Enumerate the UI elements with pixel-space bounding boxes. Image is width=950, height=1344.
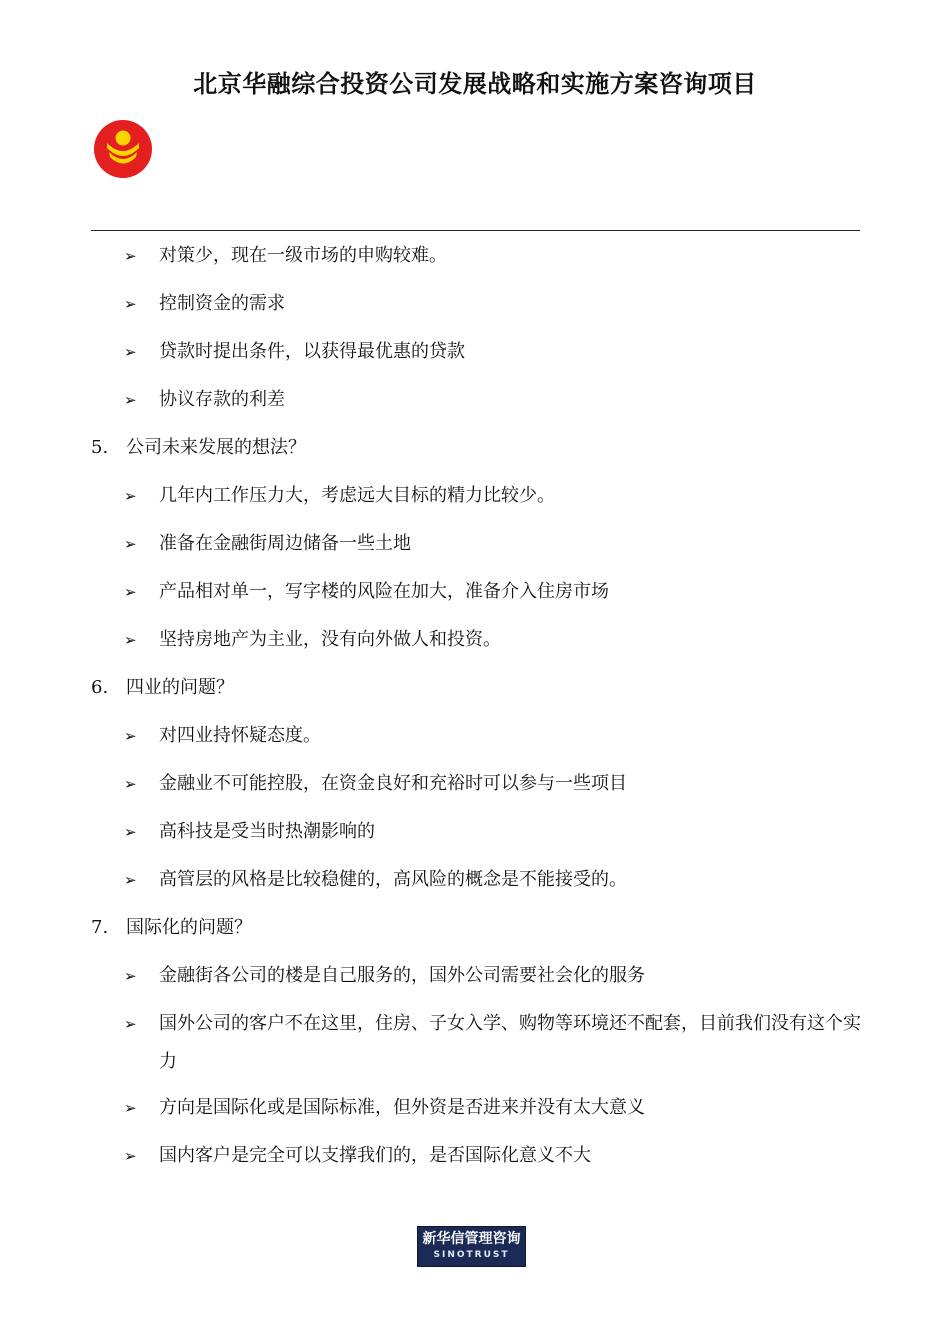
page-title: 北京华融综合投资公司发展战略和实施方案咨询项目 xyxy=(193,70,757,98)
list-item: 方向是国际化或是国际标准，但外资是否进来并没有太大意义 xyxy=(159,1097,645,1118)
section-heading: 公司未来发展的想法？ xyxy=(126,437,306,458)
list-item: 金融业不可能控股，在资金良好和充裕时可以参与一些项目 xyxy=(159,773,627,794)
section-number: 5. xyxy=(91,437,109,458)
bullet-arrow-icon: ➢ xyxy=(124,631,137,649)
logo-sun-dot xyxy=(116,131,131,146)
bullet-arrow-icon: ➢ xyxy=(124,343,137,361)
list-item: 高科技是受当时热潮影响的 xyxy=(159,821,375,842)
section-number: 6. xyxy=(91,677,109,698)
list-item: 对四业持怀疑态度。 xyxy=(159,725,321,746)
header-divider xyxy=(91,230,860,231)
list-item: 金融街各公司的楼是自己服务的，国外公司需要社会化的服务 xyxy=(159,965,645,986)
bullet-arrow-icon: ➢ xyxy=(124,295,137,313)
section-heading: 四业的问题？ xyxy=(126,677,234,698)
section-heading: 国际化的问题？ xyxy=(126,917,252,938)
list-item: 高管层的风格是比较稳健的，高风险的概念是不能接受的。 xyxy=(159,869,627,890)
list-item: 协议存款的利差 xyxy=(159,389,285,410)
bullet-arrow-icon: ➢ xyxy=(124,1015,137,1033)
bullet-arrow-icon: ➢ xyxy=(124,247,137,265)
bullet-arrow-icon: ➢ xyxy=(124,391,137,409)
bullet-arrow-icon: ➢ xyxy=(124,775,137,793)
bullet-arrow-icon: ➢ xyxy=(124,823,137,841)
list-item: 准备在金融街周边储备一些土地 xyxy=(159,533,411,554)
bullet-arrow-icon: ➢ xyxy=(124,583,137,601)
bullet-arrow-icon: ➢ xyxy=(124,871,137,889)
bullet-arrow-icon: ➢ xyxy=(124,967,137,985)
list-item: 国外公司的客户不在这里，住房、子女入学、购物等环境还不配套，目前我们没有这个实力 xyxy=(159,1013,861,1072)
sinotrust-logo xyxy=(417,1226,526,1267)
list-item: 产品相对单一，写字楼的风险在加大，准备介入住房市场 xyxy=(159,581,609,602)
bullet-arrow-icon: ➢ xyxy=(124,727,137,745)
bullet-arrow-icon: ➢ xyxy=(124,535,137,553)
bullet-arrow-icon: ➢ xyxy=(124,1147,137,1165)
brand-cn: 新华信管理咨询 xyxy=(422,1231,521,1247)
list-item: 几年内工作压力大，考虑远大目标的精力比较少。 xyxy=(159,485,555,506)
list-item: 坚持房地产为主业，没有向外做人和投资。 xyxy=(159,629,501,650)
list-item: 对策少，现在一级市场的申购较难。 xyxy=(159,245,447,266)
section-number: 7. xyxy=(91,917,109,938)
list-item: 国内客户是完全可以支撑我们的，是否国际化意义不大 xyxy=(159,1145,591,1166)
bullet-arrow-icon: ➢ xyxy=(124,487,137,505)
list-item: 控制资金的需求 xyxy=(159,293,285,314)
brand-en: SINOTRUST xyxy=(433,1250,510,1260)
logo-outer-circle xyxy=(94,120,152,178)
list-item: 贷款时提出条件，以获得最优惠的贷款 xyxy=(159,341,465,362)
company-sun-logo-icon xyxy=(93,119,153,179)
bullet-arrow-icon: ➢ xyxy=(124,1099,137,1117)
